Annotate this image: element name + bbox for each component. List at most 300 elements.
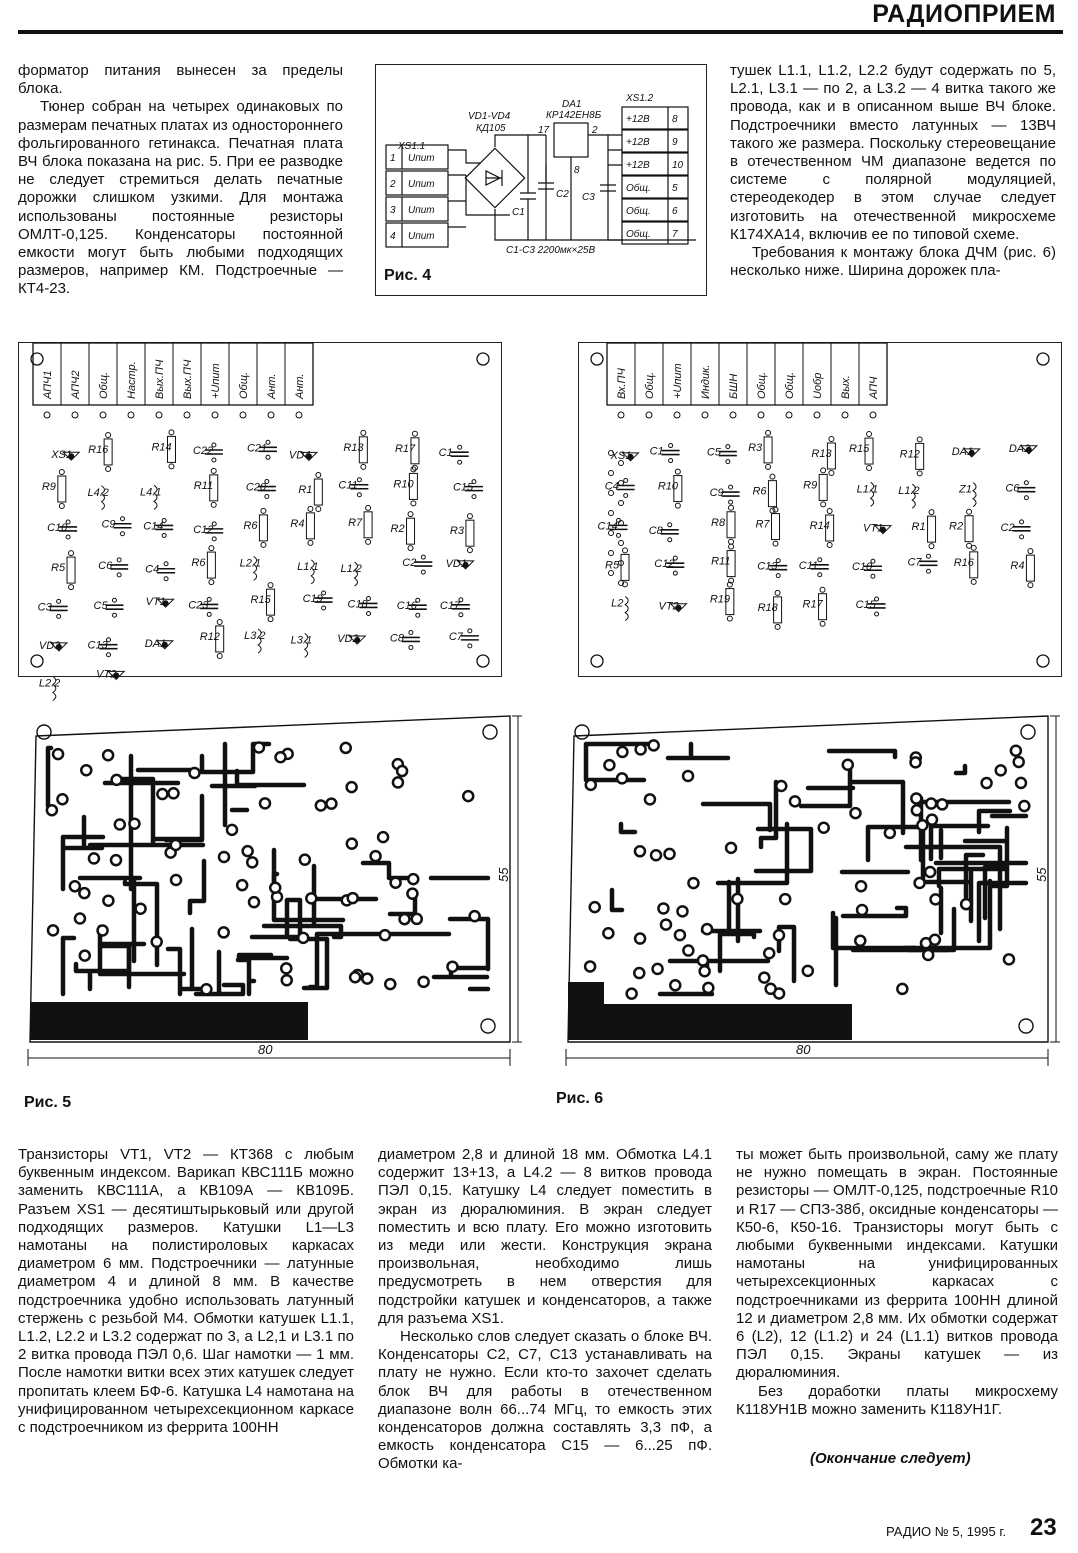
pad xyxy=(268,412,274,418)
header-rule xyxy=(18,30,1063,34)
svg-text:L1.2: L1.2 xyxy=(898,485,920,498)
figure-6-traces xyxy=(556,714,1066,1086)
da-label: DA1 xyxy=(562,99,582,110)
figure-6-caption: Рис. 6 xyxy=(556,1090,604,1107)
svg-text:L4.1: L4.1 xyxy=(140,486,162,499)
vd-type-label: КД105 xyxy=(476,123,506,134)
component-vt2 xyxy=(96,668,124,680)
top-column-1 xyxy=(18,62,343,299)
xs11-label: XS1.1 xyxy=(398,141,426,152)
connector-pin-label: БШН xyxy=(728,373,740,399)
svg-text:DA1: DA1 xyxy=(144,637,167,650)
xs12-pin-number: 9 xyxy=(672,137,678,148)
component-r19 xyxy=(710,582,734,621)
component-c1 xyxy=(439,445,469,464)
component-r13 xyxy=(343,430,367,469)
vd-label: VD1-VD4 xyxy=(468,111,511,122)
pad xyxy=(72,412,78,418)
svg-text:R16: R16 xyxy=(88,443,109,456)
component-c2 xyxy=(402,555,432,574)
svg-text:L1.2: L1.2 xyxy=(340,563,362,576)
svg-text:C12: C12 xyxy=(654,558,675,571)
component-l3-2 xyxy=(244,629,265,653)
svg-text:C6: C6 xyxy=(1005,482,1020,495)
component-r1 xyxy=(298,473,322,512)
svg-text:C12: C12 xyxy=(193,523,214,536)
pad xyxy=(609,511,614,516)
pad xyxy=(609,551,614,556)
component-vd2 xyxy=(337,633,365,645)
component-r10 xyxy=(393,467,417,506)
height-dimension-label: 55 xyxy=(1034,867,1049,882)
component-r3 xyxy=(450,514,474,553)
to-be-continued: (Окончание следует) xyxy=(810,1450,971,1467)
svg-text:XS1: XS1 xyxy=(51,449,73,462)
component-r13 xyxy=(811,436,835,475)
power-supply-schematic xyxy=(376,65,706,295)
svg-text:VD2: VD2 xyxy=(337,633,359,646)
pad xyxy=(674,412,680,418)
component-r6 xyxy=(191,546,215,585)
svg-text:VD4: VD4 xyxy=(288,449,311,462)
component-l1-1 xyxy=(857,482,878,506)
figure-5-layout xyxy=(18,342,502,690)
pad xyxy=(128,412,134,418)
component-c4 xyxy=(145,562,175,581)
height-dimension-line xyxy=(1050,716,1060,1042)
component-vt1 xyxy=(146,596,174,608)
xs12-pin-label: +12В xyxy=(626,160,650,171)
svg-text:R16: R16 xyxy=(953,556,974,569)
width-dimension-label: 80 xyxy=(796,1042,811,1057)
svg-text:Z1: Z1 xyxy=(959,483,972,496)
xs12-pin-label: Общ. xyxy=(626,206,651,217)
pin-17-label: 17 xyxy=(538,125,550,136)
component-r18 xyxy=(758,590,782,629)
component-c9 xyxy=(101,517,131,536)
svg-text:R12: R12 xyxy=(199,630,220,643)
component-r10 xyxy=(658,469,682,508)
svg-text:L2.1: L2.1 xyxy=(239,557,262,570)
component-c15 xyxy=(453,480,483,499)
pad xyxy=(156,412,162,418)
pad xyxy=(870,412,876,418)
connector-pin-label: +Uпит xyxy=(210,363,222,399)
xs12-pin-number: 6 xyxy=(672,206,678,217)
component-xs1 xyxy=(50,449,79,461)
component-r9 xyxy=(803,468,827,507)
width-dimension-label: 80 xyxy=(258,1042,273,1057)
component-c7 xyxy=(449,629,479,648)
pin-2-label: 2 xyxy=(592,125,598,136)
component-da1 xyxy=(952,446,980,458)
component-c5 xyxy=(707,445,737,464)
svg-text:R15: R15 xyxy=(250,594,271,607)
component-r6 xyxy=(243,508,267,547)
component-l2 xyxy=(611,597,628,621)
svg-text:C21: C21 xyxy=(246,442,268,455)
svg-text:R5: R5 xyxy=(605,559,620,572)
xs11-pin-label: Uпит xyxy=(408,231,435,242)
xs12-label: XS1.2 xyxy=(626,93,654,104)
xs12-pin-number: 5 xyxy=(672,183,678,194)
mounting-hole xyxy=(481,1019,495,1033)
svg-text:VT1: VT1 xyxy=(145,596,166,609)
board-outline xyxy=(568,716,1048,1042)
component-c23 xyxy=(188,597,218,616)
svg-text:R10: R10 xyxy=(657,480,679,493)
component-r17 xyxy=(395,431,419,470)
pad xyxy=(842,412,848,418)
svg-text:R14: R14 xyxy=(809,520,830,533)
capacitor-note: С1-С3 2200мк×25В xyxy=(506,245,596,256)
svg-text:C1: C1 xyxy=(649,445,664,458)
component-vd1 xyxy=(446,558,474,570)
svg-text:R5: R5 xyxy=(51,562,66,575)
svg-text:C10: C10 xyxy=(851,561,873,574)
xs11-pin-number: 2 xyxy=(390,179,396,190)
component-vt1 xyxy=(863,523,891,535)
paragraph: Без доработки платы микросхему К118УН1В можно заменить К118УН1Г. xyxy=(736,1382,1058,1418)
component-r9 xyxy=(42,470,66,509)
svg-text:R2: R2 xyxy=(949,520,964,533)
component-c9 xyxy=(710,485,740,504)
xs12-pin-label: +12В xyxy=(626,137,650,148)
fm-detector-component-layout xyxy=(579,343,1061,676)
svg-text:VT2: VT2 xyxy=(96,668,117,681)
svg-text:C19: C19 xyxy=(302,593,323,606)
svg-text:R1: R1 xyxy=(911,521,926,534)
svg-text:R11: R11 xyxy=(193,479,214,492)
svg-text:C11: C11 xyxy=(798,559,819,572)
svg-text:C15: C15 xyxy=(452,481,474,494)
svg-text:C15: C15 xyxy=(855,598,876,611)
mounting-hole xyxy=(477,353,489,365)
component-r12 xyxy=(200,619,224,658)
xs11-pin-number: 3 xyxy=(390,205,396,216)
pad xyxy=(814,412,820,418)
pad xyxy=(184,412,190,418)
svg-text:R15: R15 xyxy=(849,443,870,456)
svg-text:R17: R17 xyxy=(802,598,823,611)
component-r5 xyxy=(51,551,75,590)
connector-pin-label: Индик. xyxy=(700,364,712,399)
pad xyxy=(44,412,50,418)
figure-5-caption: Рис. 5 xyxy=(24,1094,72,1111)
connector-pin-label: Вых.ПЧ xyxy=(154,359,166,399)
svg-text:L1.1: L1.1 xyxy=(856,483,879,496)
component-c12 xyxy=(193,522,223,541)
connector-pin-label: АПЧ2 xyxy=(70,370,82,399)
component-c10 xyxy=(852,559,882,578)
component-r15 xyxy=(849,432,873,471)
component-da2 xyxy=(1009,443,1037,455)
component-r11 xyxy=(194,468,218,507)
rf-block-component-layout xyxy=(19,343,501,690)
component-c7 xyxy=(907,554,937,573)
svg-text:C2: C2 xyxy=(402,557,417,570)
component-r16 xyxy=(88,432,112,471)
pad xyxy=(730,412,736,418)
svg-text:R19: R19 xyxy=(709,593,731,606)
mounting-hole xyxy=(1019,1019,1033,1033)
svg-text:C9: C9 xyxy=(101,518,116,531)
svg-text:R12: R12 xyxy=(899,448,920,461)
svg-text:DA2: DA2 xyxy=(1008,442,1031,455)
xs11-pin-number: 4 xyxy=(390,231,396,242)
component-c19 xyxy=(303,591,333,610)
svg-text:C9: C9 xyxy=(709,487,724,500)
connector-pin-label: Вх.ПЧ xyxy=(616,368,628,399)
component-r8 xyxy=(711,505,735,544)
svg-text:C13: C13 xyxy=(757,560,778,573)
component-c6 xyxy=(98,558,128,577)
svg-text:R13: R13 xyxy=(811,447,832,460)
pad xyxy=(619,501,624,506)
pad xyxy=(619,541,624,546)
component-c21 xyxy=(247,440,277,459)
connector-pin-label: АПЧ1 xyxy=(42,370,54,399)
svg-text:VD3: VD3 xyxy=(38,639,61,652)
component-l2-1 xyxy=(240,556,261,580)
rf-block-pcb-traces xyxy=(18,714,528,1086)
component-z1 xyxy=(958,483,976,507)
svg-text:R3: R3 xyxy=(449,525,464,538)
svg-text:R13: R13 xyxy=(343,441,364,454)
xs12-pin-number: 8 xyxy=(672,114,678,125)
svg-text:R6: R6 xyxy=(191,557,206,570)
connector-pin-label: Uобр xyxy=(812,372,824,399)
component-l1-2 xyxy=(898,484,919,508)
svg-text:R3: R3 xyxy=(748,441,763,454)
svg-text:C8: C8 xyxy=(648,524,663,537)
component-c5 xyxy=(94,598,124,617)
component-l3-1 xyxy=(291,633,312,657)
svg-text:C3: C3 xyxy=(37,601,52,614)
component-l4-2 xyxy=(87,486,108,510)
bottom-column-3 xyxy=(736,1146,1058,1419)
svg-text:R9: R9 xyxy=(41,481,56,494)
connector-pin-label: Ант. xyxy=(294,373,306,399)
svg-text:R6: R6 xyxy=(243,519,258,532)
height-dimension-line xyxy=(512,716,522,1042)
svg-text:R10: R10 xyxy=(393,478,414,491)
component-vt2 xyxy=(659,601,687,613)
pad xyxy=(758,412,764,418)
pad xyxy=(100,412,106,418)
svg-text:C2: C2 xyxy=(1000,521,1015,534)
pad xyxy=(646,412,652,418)
pad xyxy=(609,471,614,476)
figure-6-layout xyxy=(578,342,1062,677)
component-c1 xyxy=(650,444,680,463)
component-c16 xyxy=(397,598,427,617)
svg-text:R1: R1 xyxy=(298,484,313,497)
svg-text:C14: C14 xyxy=(597,520,618,533)
svg-text:C5: C5 xyxy=(706,446,721,459)
mounting-hole xyxy=(1021,725,1035,739)
component-da1 xyxy=(145,638,173,650)
svg-text:R7: R7 xyxy=(755,518,770,531)
mounting-hole xyxy=(575,725,589,739)
xs12-pin-label: +12В xyxy=(626,114,650,125)
svg-text:C16: C16 xyxy=(396,600,417,613)
height-dimension-label: 55 xyxy=(496,867,511,882)
mounting-hole xyxy=(591,353,603,365)
component-r11 xyxy=(711,544,735,583)
pad xyxy=(240,412,246,418)
xs11-pin-label: Uпит xyxy=(408,179,435,190)
c2-label: C2 xyxy=(556,189,569,200)
da-type-label: КР142ЕН8Б xyxy=(546,110,602,121)
svg-text:R14: R14 xyxy=(151,441,172,454)
figure-5-traces xyxy=(18,714,528,1086)
connector-pin-label: АПЧ xyxy=(868,376,880,399)
svg-text:VT1: VT1 xyxy=(862,522,884,535)
mounting-hole xyxy=(37,725,51,739)
svg-text:C7: C7 xyxy=(448,630,463,643)
connector-pin-label: Общ. xyxy=(98,371,110,399)
component-c15 xyxy=(856,597,886,616)
svg-text:L1.1: L1.1 xyxy=(297,560,319,573)
component-c10 xyxy=(47,520,77,539)
svg-text:R18: R18 xyxy=(757,601,778,614)
component-c12 xyxy=(654,556,684,575)
svg-text:L3.2: L3.2 xyxy=(244,630,266,643)
connector-pin-label: Настр. xyxy=(126,361,138,399)
component-c8 xyxy=(390,630,420,649)
svg-text:C13: C13 xyxy=(87,639,108,652)
component-l4-1 xyxy=(140,485,161,509)
component-c17 xyxy=(440,598,470,617)
svg-text:C8: C8 xyxy=(389,632,404,645)
component-r6 xyxy=(752,474,776,513)
svg-text:C10: C10 xyxy=(47,521,68,534)
mounting-hole xyxy=(31,655,43,667)
bottom-column-2 xyxy=(378,1146,712,1474)
mounting-hole xyxy=(1037,353,1049,365)
svg-text:L4.2: L4.2 xyxy=(87,486,109,499)
figure-4-caption: Рис. 4 xyxy=(384,267,432,284)
component-vd4 xyxy=(289,449,317,461)
svg-text:R7: R7 xyxy=(348,516,363,529)
component-c13 xyxy=(88,638,118,657)
pad xyxy=(702,412,708,418)
pin-8-label: 8 xyxy=(574,165,580,176)
component-c20 xyxy=(246,480,276,499)
component-r2 xyxy=(949,509,973,548)
ground-plane xyxy=(30,1002,308,1040)
component-c13 xyxy=(757,559,787,578)
mounting-hole xyxy=(591,655,603,667)
svg-text:L2: L2 xyxy=(611,597,624,610)
component-vd3 xyxy=(39,640,67,652)
component-c2 xyxy=(1001,520,1031,539)
paragraph: форматор питания вынесен за пределы блока. xyxy=(18,62,343,98)
component-r1 xyxy=(912,510,936,549)
svg-text:L3.1: L3.1 xyxy=(290,634,313,647)
regulator-da1 xyxy=(554,123,588,157)
connector-pin-label: +Uпит xyxy=(672,363,684,399)
svg-text:C11: C11 xyxy=(338,479,358,492)
component-c11 xyxy=(338,478,368,497)
paragraph: Транзисторы VT1, VT2 — КТ368 с любым буквенным индексом. Варикап КВС111Б можно заменить КВС111А, а КВ109А — КВ109Б. Разъем XS1 — десятиштырьковый или другой подходящих размеров. Катушки L1—L3 намотаны на полистироловых каркасах диаметром 6 мм. Подстроечники — латунные диаметром 4 и длиной 8 мм. В качестве подстроечника удобно использовать латунный стержень с резьбой М4. Обмотки катушек L1.1, L1.2, L2.2 и L3.2 содержат по 3, а L2,1 и L3.1 по 2 витка провода ПЭЛ 0,6. Шаг намотки — 1 мм. После намотки витки всех этих катушек следует пропитать клеем БФ-6. Катушка L4 намотана на унифицированном четырехсекционном каркасе с подстроечником из феррита 100НН xyxy=(18,1146,354,1437)
svg-text:C23: C23 xyxy=(188,599,209,612)
svg-text:R9: R9 xyxy=(803,479,818,492)
mounting-hole xyxy=(477,655,489,667)
component-l1-2 xyxy=(340,562,361,586)
bottom-column-1 xyxy=(18,1146,354,1437)
svg-text:C18: C18 xyxy=(347,598,368,611)
svg-text:VD1: VD1 xyxy=(445,557,467,570)
component-c18 xyxy=(348,596,378,615)
svg-text:L2.2: L2.2 xyxy=(38,677,61,690)
top-column-3 xyxy=(730,62,1056,280)
xs12-pin-number: 7 xyxy=(672,229,678,240)
component-r7 xyxy=(755,507,779,546)
component-l2-2 xyxy=(39,677,60,701)
xs11-pin-number: 1 xyxy=(390,153,396,164)
capacitor-c1-icon xyxy=(520,135,536,240)
component-r14 xyxy=(151,430,175,469)
pad xyxy=(296,412,302,418)
xs12-pin-number: 10 xyxy=(672,160,684,171)
copper-traces xyxy=(586,744,1026,994)
svg-text:R6: R6 xyxy=(752,485,767,498)
issue-reference: РАДИО № 5, 1995 г. xyxy=(886,1524,1007,1539)
svg-text:C14: C14 xyxy=(143,520,164,533)
component-c14 xyxy=(143,518,173,537)
svg-text:R4: R4 xyxy=(1010,560,1025,573)
component-c6 xyxy=(1005,481,1035,500)
component-r15 xyxy=(251,583,275,622)
connector-pin-label: Общ. xyxy=(756,371,768,399)
diode-icon xyxy=(486,170,502,186)
paragraph: диаметром 2,8 и длиной 18 мм. Обмотка L4.1 содержит 13+13, а L4.2 — 8 витков провода ПЭЛ 0,15. Катушку L4 следует поместить в экран из дюралюминия. В экран следует поместить и всю плату. Его можно изготовить из меди или жести. Конструкция экрана произвольная, необходимо лишь предусмотреть в нем отверстия для подстройки катушек и конденсаторов, а также для разъема XS1. xyxy=(378,1146,712,1327)
svg-text:C1: C1 xyxy=(438,447,453,460)
connector-pin-label: Вых.ПЧ xyxy=(182,359,194,399)
paragraph: ты может быть произвольной, саму же плату не нужно помещать в экран. Постоянные резисторы — ОМЛТ-0,125, подстроечные R10 и R17 — СПЗ-38б, оксидные конденсаторы — К50-6, К50-16. Транзисторы могут быть с любыми буквенными индексами. Катушки намотаны на унифицированных четырехсекционных каркасах с подстроечниками из феррита 100НН длиной 12 и диаметром 2,8 мм. Их обмотки содержат 6 (L2), 12 (L1.2) и 24 (L1.1) витков провода ПЭЛ 0,15. Экраны катушек — из дюралюминия. xyxy=(736,1146,1058,1382)
paragraph: тушек L1.1, L1.2, L2.2 будут содержать по 5, L2.1, L3.1 — по 2, а L3.2 — 4 витка такого же провода, как и в описанном выше ВЧ блоке. Подстроечники вместо латунных — 13ВЧ такого же размера. Поскольку стереовещание в отечественном ЧМ диапазоне ведется по системе с полярной модуляцией, стереодекодер в этом случае следует изготовить на отечественной микросхеме К174ХА14, включив ее по типовой схеме. xyxy=(730,62,1056,243)
c1-label: C1 xyxy=(512,207,525,218)
svg-text:R2: R2 xyxy=(390,523,405,536)
component-r16 xyxy=(954,545,978,584)
svg-text:C6: C6 xyxy=(98,559,113,572)
xs11-pin-label: Uпит xyxy=(408,153,435,164)
component-r4 xyxy=(290,506,314,545)
component-l1-1 xyxy=(297,560,318,584)
component-r14 xyxy=(810,509,834,548)
svg-text:C20: C20 xyxy=(245,481,267,494)
xs11-pin-label: Uпит xyxy=(408,205,435,216)
svg-text:C22: C22 xyxy=(192,445,214,458)
component-r17 xyxy=(803,587,827,626)
svg-text:R4: R4 xyxy=(290,517,305,530)
paragraph: Требования к монтажу блока ДЧМ (рис. 6) несколько ниже. Ширина дорожек пла- xyxy=(730,244,1056,280)
svg-text:XS1: XS1 xyxy=(610,449,632,462)
pad xyxy=(212,412,218,418)
connector-pin-label: Вых. xyxy=(840,375,852,399)
svg-text:R8: R8 xyxy=(711,516,726,529)
xs12-pin-label: Общ. xyxy=(626,229,651,240)
connector-pin-label: Общ. xyxy=(784,371,796,399)
svg-text:VT2: VT2 xyxy=(658,600,679,613)
pad xyxy=(618,412,624,418)
pad xyxy=(786,412,792,418)
component-r2 xyxy=(391,512,415,551)
component-r12 xyxy=(900,437,924,476)
svg-text:R17: R17 xyxy=(394,442,416,455)
